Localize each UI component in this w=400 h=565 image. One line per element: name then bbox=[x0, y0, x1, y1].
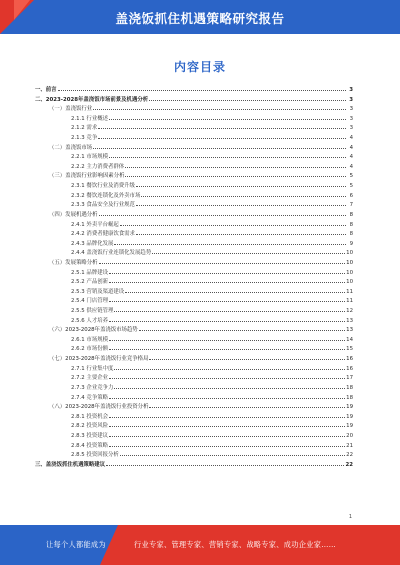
toc-entry-page: 3 bbox=[349, 125, 353, 132]
toc-dot-leader bbox=[93, 142, 346, 149]
toc-entry-page: 18 bbox=[346, 384, 353, 391]
toc-entry-label: 二、2023-2028年盖浇饭市场前景及机遇分析 bbox=[35, 96, 149, 103]
toc-entry-label: 2.7.4 竞争策略 bbox=[71, 394, 108, 401]
toc-dot-leader bbox=[109, 420, 345, 427]
toc-dot-leader bbox=[109, 440, 345, 447]
toc-entry-page: 8 bbox=[349, 221, 353, 228]
toc-entry-page: 10 bbox=[346, 269, 353, 276]
toc-entry-page: 13 bbox=[346, 327, 353, 334]
toc-entry-page: 16 bbox=[346, 356, 353, 363]
table-of-contents bbox=[33, 84, 353, 468]
toc-dot-leader bbox=[98, 122, 346, 129]
toc-entry[interactable] bbox=[33, 305, 353, 315]
toc-entry-label: 2.7.2 主要企业 bbox=[71, 375, 108, 382]
toc-entry-label: （七）2023-2028年盖浇饭行业竞争格局 bbox=[49, 356, 149, 363]
toc-entry[interactable] bbox=[33, 401, 353, 411]
toc-entry[interactable] bbox=[33, 382, 353, 392]
toc-entry-page: 3 bbox=[349, 106, 353, 113]
toc-entry[interactable] bbox=[33, 132, 353, 142]
toc-entry[interactable] bbox=[33, 420, 353, 430]
toc-dot-leader bbox=[136, 199, 346, 206]
toc-dot-leader bbox=[149, 94, 346, 101]
toc-entry-page: 19 bbox=[346, 423, 353, 430]
toc-entry-label: 2.4.2 消费者健康饮食需求 bbox=[71, 231, 135, 238]
toc-dot-leader bbox=[109, 276, 345, 283]
toc-entry-label: （五）发展策略分析 bbox=[49, 259, 98, 266]
toc-dot-leader bbox=[109, 430, 345, 437]
toc-entry-label: （三）盖浇饭行业影响因素分析 bbox=[49, 173, 125, 180]
report-title: 盖浇饭抓住机遇策略研究报告 bbox=[115, 11, 285, 26]
toc-entry-page: 3 bbox=[349, 96, 353, 103]
toc-entry-page: 13 bbox=[346, 317, 353, 324]
toc-entry-page: 3 bbox=[349, 115, 353, 122]
toc-entry-page: 8 bbox=[349, 231, 353, 238]
toc-entry-page: 7 bbox=[349, 202, 353, 209]
toc-entry-page: 11 bbox=[346, 288, 353, 295]
toc-entry[interactable] bbox=[33, 392, 353, 402]
toc-entry-label: 2.8.3 投资建议 bbox=[71, 432, 108, 439]
toc-entry[interactable] bbox=[33, 430, 353, 440]
toc-entry-page: 17 bbox=[346, 375, 353, 382]
toc-dot-leader bbox=[114, 305, 345, 312]
footer-banner bbox=[0, 525, 400, 565]
toc-entry-label: 2.5.6 人才培养 bbox=[71, 317, 108, 324]
toc-entry-label: 2.7.3 企业竞争力 bbox=[71, 384, 114, 391]
toc-entry-label: 2.5.4 门店管理 bbox=[71, 298, 108, 305]
toc-entry[interactable] bbox=[33, 353, 353, 363]
toc-entry-label: 2.1.3 竞争 bbox=[71, 135, 98, 142]
toc-entry-page: 18 bbox=[346, 394, 353, 401]
toc-entry[interactable] bbox=[33, 276, 353, 286]
toc-dot-leader bbox=[109, 151, 346, 158]
toc-entry[interactable] bbox=[33, 295, 353, 305]
toc-entry-page: 3 bbox=[349, 87, 353, 93]
toc-heading: 内容目录 bbox=[173, 60, 226, 74]
toc-dot-leader bbox=[114, 238, 346, 245]
toc-dot-leader bbox=[93, 103, 346, 110]
header-banner bbox=[0, 0, 400, 34]
toc-dot-leader bbox=[152, 247, 345, 254]
toc-dot-leader bbox=[109, 343, 345, 350]
toc-entry[interactable] bbox=[33, 411, 353, 421]
toc-entry-label: （二）盖浇饭市场 bbox=[49, 144, 93, 151]
toc-entry[interactable] bbox=[33, 267, 353, 277]
toc-entry[interactable] bbox=[33, 122, 353, 132]
toc-entry[interactable] bbox=[33, 324, 353, 334]
toc-entry[interactable] bbox=[33, 219, 353, 229]
toc-dot-leader bbox=[125, 161, 346, 168]
toc-entry[interactable] bbox=[33, 180, 353, 190]
toc-entry[interactable] bbox=[33, 343, 353, 353]
toc-entry[interactable] bbox=[33, 84, 353, 94]
toc-entry[interactable] bbox=[33, 315, 353, 325]
toc-entry-label: 2.6.2 市场份额 bbox=[71, 346, 108, 353]
toc-dot-leader bbox=[141, 190, 346, 197]
toc-entry[interactable] bbox=[33, 238, 353, 248]
toc-entry[interactable] bbox=[33, 209, 353, 219]
toc-dot-leader bbox=[136, 180, 346, 187]
toc-entry[interactable] bbox=[33, 334, 353, 344]
toc-entry-page: 4 bbox=[349, 163, 353, 170]
toc-dot-leader bbox=[125, 170, 346, 177]
toc-entry-page: 5 bbox=[349, 183, 353, 190]
toc-dot-leader bbox=[120, 449, 345, 456]
toc-entry-page: 21 bbox=[346, 442, 353, 449]
toc-entry[interactable] bbox=[33, 440, 353, 450]
toc-entry-label: 2.8.1 投资机会 bbox=[71, 413, 108, 420]
toc-dot-leader bbox=[149, 353, 345, 360]
toc-entry-label: 2.7.1 行业集中度 bbox=[71, 365, 114, 372]
footer-slogan-right: 行业专家、管理专家、营销专家、战略专家、成功企业家…… bbox=[134, 540, 337, 549]
toc-entry-page: 19 bbox=[346, 413, 353, 420]
toc-entry-page: 20 bbox=[346, 432, 353, 439]
toc-entry[interactable] bbox=[33, 286, 353, 296]
toc-entry-page: 22 bbox=[345, 461, 353, 468]
toc-entry-label: 2.5.2 产品创新 bbox=[71, 279, 108, 286]
toc-entry-label: 2.6.1 市场规模 bbox=[71, 336, 108, 343]
toc-entry-page: 4 bbox=[349, 154, 353, 161]
toc-dot-leader bbox=[58, 84, 346, 91]
toc-entry-page: 9 bbox=[349, 240, 353, 247]
toc-dot-leader bbox=[106, 459, 344, 466]
toc-entry-label: （六）2023-2028年盖浇饭市场趋势 bbox=[49, 327, 138, 334]
toc-dot-leader bbox=[109, 334, 345, 341]
toc-entry-label: 2.5.5 供应链管理 bbox=[71, 308, 114, 315]
toc-entry[interactable] bbox=[33, 113, 353, 123]
toc-entry-page: 5 bbox=[349, 173, 353, 180]
toc-entry-page: 14 bbox=[346, 336, 353, 343]
toc-entry-label: 2.8.5 投资回报分析 bbox=[71, 452, 119, 459]
toc-entry[interactable] bbox=[33, 103, 353, 113]
toc-entry-page: 8 bbox=[349, 211, 353, 218]
toc-entry-page: 10 bbox=[346, 250, 353, 257]
toc-entry-label: 2.5.3 营销及渠道建设 bbox=[71, 288, 125, 295]
toc-entry-label: 2.8.4 投资策略 bbox=[71, 442, 108, 449]
toc-entry-page: 4 bbox=[349, 144, 353, 151]
toc-dot-leader bbox=[109, 315, 345, 322]
toc-entry[interactable] bbox=[33, 372, 353, 382]
toc-entry[interactable] bbox=[33, 170, 353, 180]
toc-dot-leader bbox=[98, 132, 346, 139]
toc-entry-label: 一、前言 bbox=[35, 87, 57, 93]
toc-entry-page: 22 bbox=[346, 452, 353, 459]
toc-entry-label: 2.2.2 主力消费者群体 bbox=[71, 163, 125, 170]
toc-entry-label: 2.4.4 盖浇饭行业连锁化发展趋势 bbox=[71, 250, 152, 257]
toc-dot-leader bbox=[114, 382, 345, 389]
toc-dot-leader bbox=[99, 209, 346, 216]
footer-slogan-left: 让每个人都能成为 bbox=[46, 540, 106, 549]
toc-dot-leader bbox=[109, 295, 345, 302]
toc-dot-leader bbox=[149, 401, 345, 408]
toc-entry-label: 2.4.1 外卖平台崛起 bbox=[71, 221, 119, 228]
toc-entry-label: （八）2023-2028年盖浇饭行业投资分析 bbox=[49, 404, 149, 411]
page-number: 1 bbox=[348, 514, 352, 520]
toc-dot-leader bbox=[109, 113, 346, 120]
toc-entry[interactable] bbox=[33, 94, 353, 104]
toc-entry[interactable] bbox=[33, 247, 353, 257]
toc-entry[interactable] bbox=[33, 449, 353, 459]
toc-entry[interactable] bbox=[33, 161, 353, 171]
toc-entry-label: 2.1.1 行业概述 bbox=[71, 115, 108, 122]
toc-entry-label: 2.8.2 投资风险 bbox=[71, 423, 108, 430]
toc-entry[interactable] bbox=[33, 151, 353, 161]
toc-entry-page: 10 bbox=[346, 259, 353, 266]
toc-entry-label: （一）盖浇饭行业 bbox=[49, 106, 93, 113]
toc-dot-leader bbox=[109, 372, 345, 379]
toc-dot-leader bbox=[109, 392, 345, 399]
toc-entry-label: 2.3.3 食品安全及行业规范 bbox=[71, 202, 135, 209]
toc-entry[interactable] bbox=[33, 459, 353, 469]
toc-entry-page: 12 bbox=[346, 308, 353, 315]
toc-entry-page: 16 bbox=[346, 365, 353, 372]
toc-entry[interactable] bbox=[33, 228, 353, 238]
toc-entry-label: 2.3.1 餐饮行业及消费升级 bbox=[71, 183, 135, 190]
toc-entry[interactable] bbox=[33, 190, 353, 200]
toc-entry-label: 2.1.2 需求 bbox=[71, 125, 98, 132]
toc-entry-page: 19 bbox=[346, 404, 353, 411]
toc-entry-page: 11 bbox=[346, 298, 353, 305]
toc-dot-leader bbox=[139, 324, 345, 331]
toc-entry[interactable] bbox=[33, 142, 353, 152]
toc-entry[interactable] bbox=[33, 363, 353, 373]
toc-entry-label: 2.3.2 餐饮连锁化及外卖市场 bbox=[71, 192, 141, 199]
toc-entry-page: 4 bbox=[349, 135, 353, 142]
toc-entry-label: （四）发展机遇分析 bbox=[49, 211, 98, 218]
toc-entry[interactable] bbox=[33, 257, 353, 267]
toc-entry[interactable] bbox=[33, 199, 353, 209]
toc-entry-page: 15 bbox=[346, 346, 353, 353]
toc-dot-leader bbox=[136, 228, 346, 235]
toc-entry-page: 10 bbox=[346, 279, 353, 286]
toc-dot-leader bbox=[99, 257, 346, 264]
toc-entry-label: 2.2.1 市场规模 bbox=[71, 154, 108, 161]
toc-dot-leader bbox=[109, 411, 345, 418]
toc-entry-label: 三、盖浇饭抓住机遇策略建议 bbox=[35, 461, 106, 468]
toc-entry-page: 6 bbox=[349, 192, 353, 199]
toc-dot-leader bbox=[125, 286, 345, 293]
toc-entry-label: 2.5.1 品牌建设 bbox=[71, 269, 108, 276]
toc-dot-leader bbox=[109, 267, 345, 274]
toc-dot-leader bbox=[120, 219, 346, 226]
toc-entry-label: 2.4.3 品牌化发展 bbox=[71, 240, 114, 247]
toc-dot-leader bbox=[114, 363, 345, 370]
